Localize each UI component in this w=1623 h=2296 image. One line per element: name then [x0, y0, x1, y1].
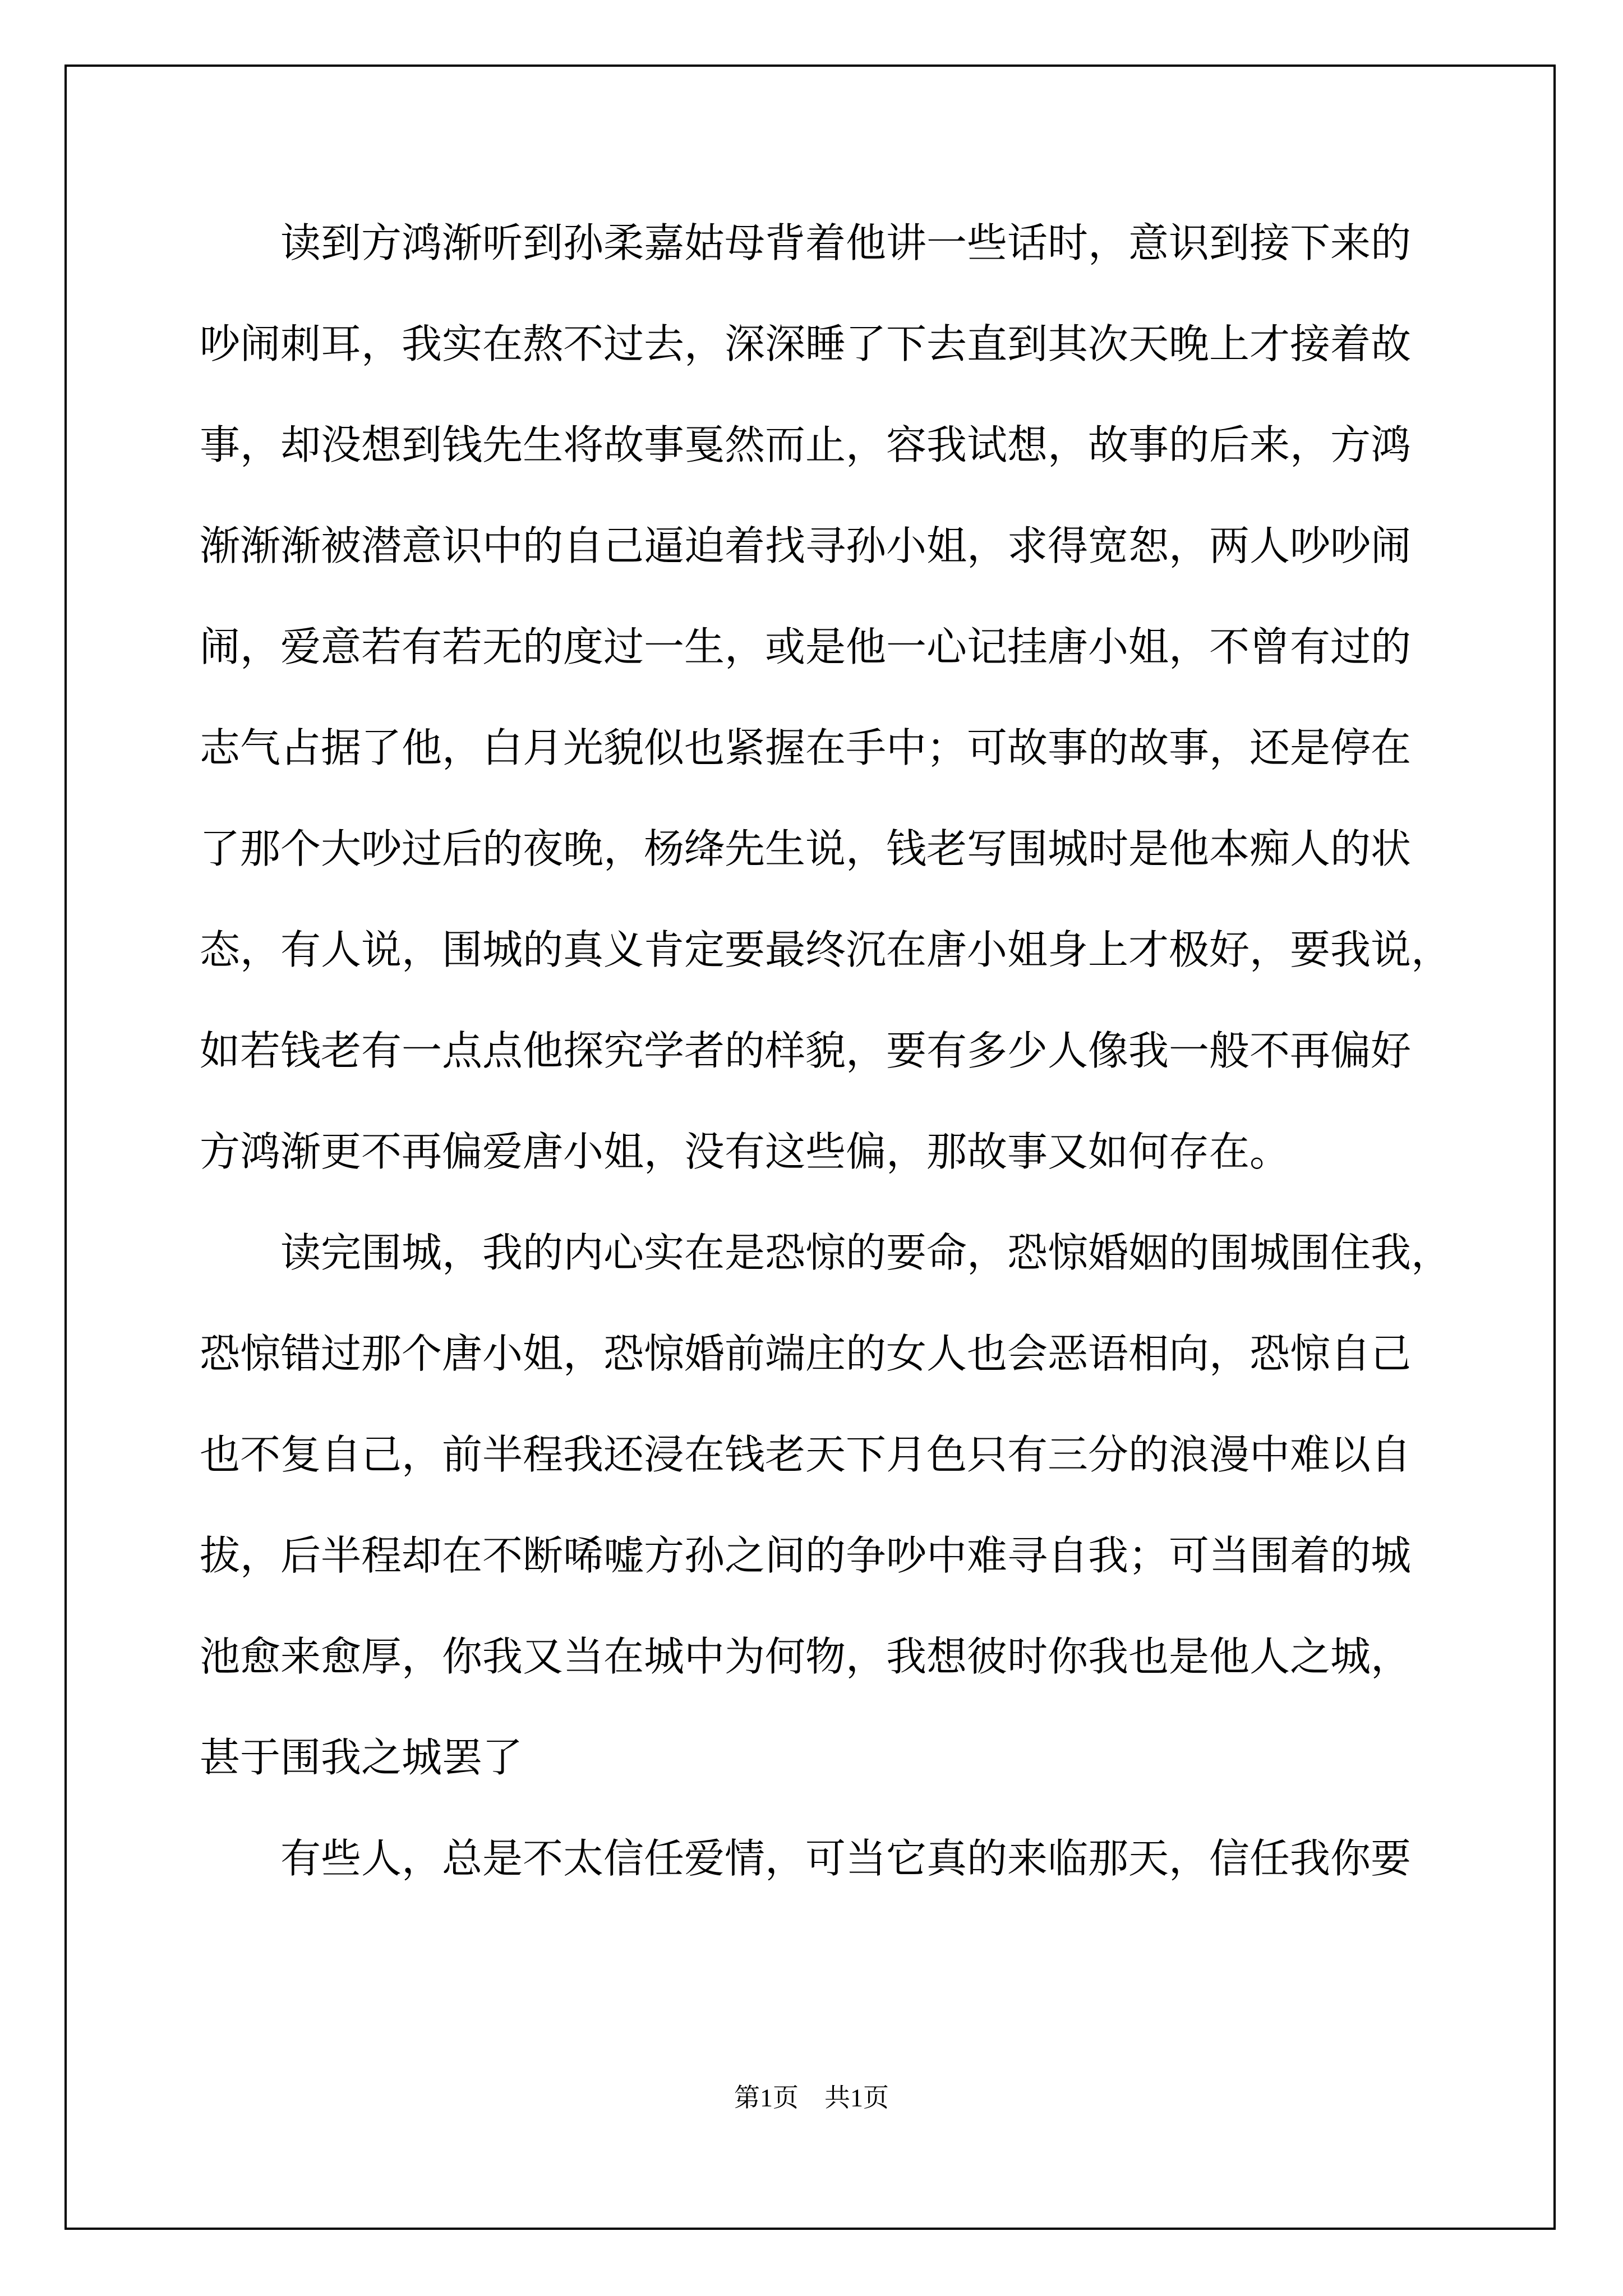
paragraph-2-line-5: 池愈来愈厚，你我又当在城中为何物，我想彼时你我也是他人之城，	[200, 1633, 1412, 1680]
paragraph-3-line-1: 有些人，总是不太信任爱情，可当它真的来临那天，信任我你要	[280, 1835, 1412, 1882]
paragraph-1-line-3: 事，却没想到钱先生将故事戛然而止，容我试想，故事的后来，方鸿	[200, 421, 1412, 468]
paragraph-1-line-9: 如若钱老有一点点他探究学者的样貌，要有多少人像我一般不再偏好	[200, 1027, 1412, 1074]
paragraph-2-line-4: 拔，后半程却在不断唏嘘方孙之间的争吵中难寻自我；可当围着的城	[200, 1532, 1412, 1579]
paragraph-1-line-4: 渐渐渐被潜意识中的自己逼迫着找寻孙小姐，求得宽恕，两人吵吵闹	[200, 522, 1412, 569]
paragraph-1-line-10: 方鸿渐更不再偏爱唐小姐，没有这些偏，那故事又如何存在。	[200, 1128, 1290, 1175]
paragraph-1-line-6: 志气占据了他，白月光貌似也紧握在手中；可故事的故事，还是停在	[200, 724, 1412, 771]
paragraph-2-line-1: 读完围城，我的内心实在是恐惊的要命，恐惊婚姻的围城围住我，	[280, 1229, 1452, 1276]
paragraph-1-line-1: 读到方鸿渐听到孙柔嘉姑母背着他讲一些话时，意识到接下来的	[280, 219, 1412, 266]
paragraph-1-line-7: 了那个大吵过后的夜晚，杨绛先生说，钱老写围城时是他本痴人的状	[200, 825, 1412, 872]
page-number-footer: 第1页 共1页	[734, 2083, 889, 2112]
paragraph-1-line-2: 吵闹刺耳，我实在熬不过去，深深睡了下去直到其次天晚上才接着故	[200, 320, 1412, 367]
paragraph-2-line-6: 甚于围我之城罢了	[200, 1734, 523, 1781]
paragraph-1-line-5: 闹，爱意若有若无的度过一生，或是他一心记挂唐小姐，不曾有过的	[200, 623, 1412, 670]
paragraph-1-line-8: 态，有人说，围城的真义肯定要最终沉在唐小姐身上才极好，要我说，	[200, 926, 1452, 973]
paragraph-2-line-2: 恐惊错过那个唐小姐，恐惊婚前端庄的女人也会恶语相向，恐惊自己	[200, 1330, 1412, 1377]
paragraph-2-line-3: 也不复自己，前半程我还浸在钱老天下月色只有三分的浪漫中难以自	[200, 1431, 1412, 1478]
